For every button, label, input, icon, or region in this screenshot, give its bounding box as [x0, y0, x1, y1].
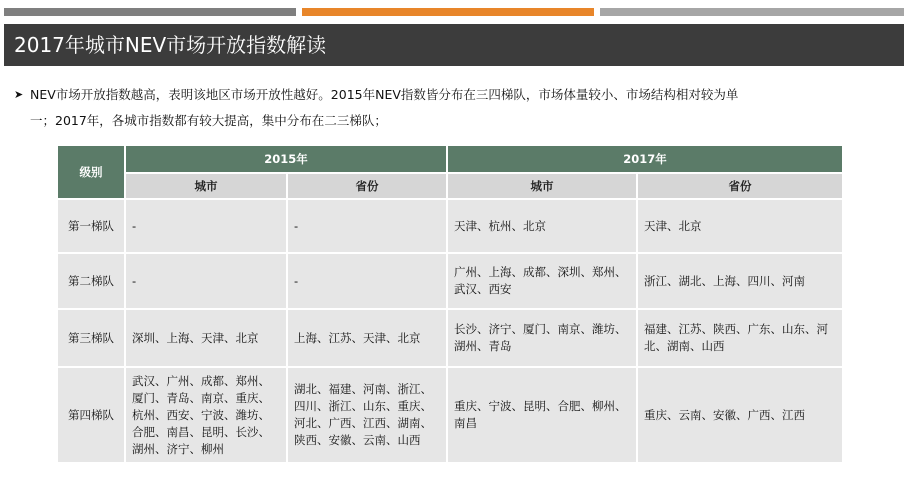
level-header: 级别 — [57, 145, 125, 199]
top-bar-light-gray — [600, 8, 904, 16]
cities-2015: - — [125, 199, 287, 253]
top-bar-gray — [4, 8, 296, 16]
subheader-province-2017: 省份 — [637, 173, 843, 199]
cities-2015: - — [125, 253, 287, 309]
provinces-2015: - — [287, 253, 447, 309]
intro-paragraph — [14, 82, 894, 134]
cities-2017: 天津、杭州、北京 — [447, 199, 637, 253]
top-bar-orange — [302, 8, 594, 16]
cities-2015: 深圳、上海、天津、北京 — [125, 309, 287, 367]
tier-label: 第一梯队 — [57, 199, 125, 253]
provinces-2015: 湖北、福建、河南、浙江、四川、浙江、山东、重庆、河北、广西、江西、湖南、陕西、安徽、云南、山西 — [287, 367, 447, 463]
intro-line-1: NEV市场开放指数越高，表明该地区市场开放性越好。2015年NEV指数皆分布在三四梯队，市场体量较小、市场结构相对较为单 — [30, 87, 739, 102]
tier-label: 第三梯队 — [57, 309, 125, 367]
cities-2015: 武汉、广州、成都、郑州、厦门、青岛、南京、重庆、杭州、西安、宁波、潍坊、合肥、南昌、昆明、长沙、湖州、济宁、柳州 — [125, 367, 287, 463]
subheader-city-2017: 城市 — [447, 173, 637, 199]
subheader-city-2015: 城市 — [125, 173, 287, 199]
tier-label: 第二梯队 — [57, 253, 125, 309]
table-row — [57, 253, 843, 309]
cities-2017: 广州、上海、成都、深圳、郑州、武汉、西安 — [447, 253, 637, 309]
provinces-2017: 重庆、云南、安徽、广西、江西 — [637, 367, 843, 463]
provinces-2017: 福建、江苏、陕西、广东、山东、河北、湖南、山西 — [637, 309, 843, 367]
provinces-2017: 天津、北京 — [637, 199, 843, 253]
page-title: 2017年城市NEV市场开放指数解读 — [4, 24, 904, 66]
table-row — [57, 309, 843, 367]
triangle-right-icon: ➤ — [14, 88, 24, 101]
cities-2017: 长沙、济宁、厦门、南京、潍坊、湖州、青岛 — [447, 309, 637, 367]
subheader-province-2015: 省份 — [287, 173, 447, 199]
cities-2017: 重庆、宁波、昆明、合肥、柳州、南昌 — [447, 367, 637, 463]
table-row — [57, 199, 843, 253]
year-header-2017: 2017年 — [447, 145, 843, 173]
year-header-2015: 2015年 — [125, 145, 447, 173]
decorative-top-bars — [0, 8, 908, 16]
table-row — [57, 367, 843, 463]
index-tier-table — [56, 144, 844, 464]
provinces-2015: 上海、江苏、天津、北京 — [287, 309, 447, 367]
intro-line-2: 一；2017年，各城市指数都有较大提高，集中分布在二三梯队； — [30, 113, 387, 128]
provinces-2015: - — [287, 199, 447, 253]
tier-label: 第四梯队 — [57, 367, 125, 463]
provinces-2017: 浙江、湖北、上海、四川、河南 — [637, 253, 843, 309]
